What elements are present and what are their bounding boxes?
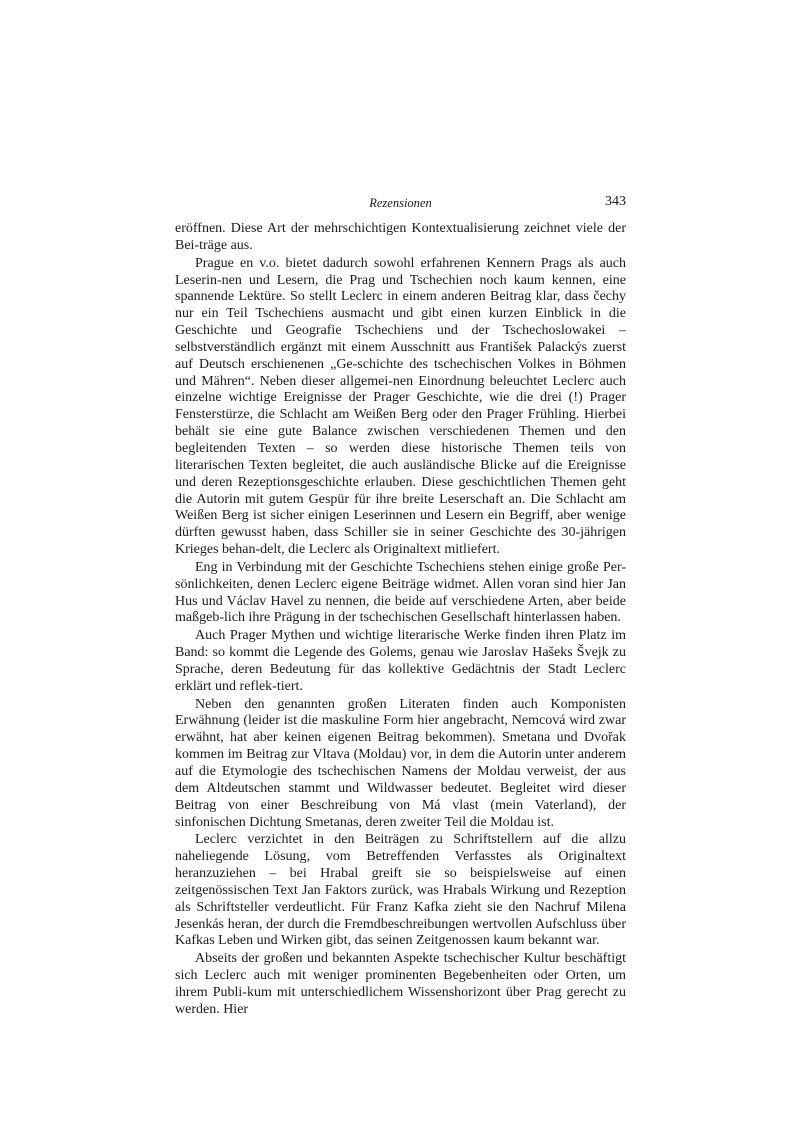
paragraph-6: Leclerc verzichtet in den Beiträgen zu Schriftstellern auf die allzu naheliegende Lösung, vom Betreffenden Verfasstes als Originaltext heranzuziehen – bei Hrabal greift sie so beispielsweise auf einen zeitgenössischen Text Jan Faktors zurück, was Hrabals Wirkung und Rezeption als Schriftsteller verdeutlicht. Für Franz Kafka zieht sie den Nachruf Milena Jesenkás heran, der durch die Fremdbeschreibungen wertvollen Aufschluss über Kafkas Leben und Wirken gibt, das seinen Zeitgenossen kaum bekannt war.: [175, 832, 626, 949]
paragraph-1: eröffnen. Diese Art der mehrschichtigen Kontextualisierung zeichnet viele der Bei-träge aus.: [175, 221, 626, 253]
running-head: [175, 190, 626, 214]
paragraph-7: Abseits der großen und bekannten Aspekte tschechischer Kultur beschäftigt sich Leclerc auch mit weniger prominenten Begebenheiten oder Orten, um ihrem Publi-kum mit unterschiedlichem Wissenshorizont über Prag gerecht zu werden. Hier: [175, 951, 626, 1017]
paragraph-2: Prague en v.o. bietet dadurch sowohl erfahrenen Kennern Prags als auch Leserin-nen und Lesern, die Prag und Tschechien noch kaum kennen, eine spannende Lektüre. So stellt Leclerc in einem anderen Beitrag klar, dass čechy nur ein Teil Tschechiens ausmacht und gibt einen kurzen Einblick in die Geschichte und Geografie Tschechiens und der Tschechoslowakei – selbstverständlich ergänzt mit einem Ausschnitt aus František Palackýs zuerst auf Deutsch erschienenen „Ge-schichte des tschechischen Volkes in Böhmen und Mähren“. Neben dieser allgemei-nen Einordnung beleuchtet Leclerc auch einzelne wichtige Ereignisse der Prager Geschichte, wie die drei (!) Prager Fensterstürze, die Schlacht am Weißen Berg oder den Prager Frühling. Hierbei behält sie eine gute Balance zwischen verschiedenen Themen und den begleitenden Texten – so werden diese historische Themen teils von literarischen Texten begleitet, die auch ausländische Blicke auf die Ereignisse und deren Rezeptionsgeschichte erlauben. Diese geschichtlichen Themen geht die Autorin mit gutem Gespür für ihre breite Leserschaft an. Die Schlacht am Weißen Berg ist sicher einigen Leserinnen und Lesern ein Begriff, aber wenige dürften gewusst haben, dass Schiller sie in seiner Geschichte des 30-jährigen Krieges behan-delt, die Leclerc als Originaltext mitliefert.: [175, 255, 626, 558]
paragraph-5: Neben den genannten großen Literaten finden auch Komponisten Erwähnung (leider ist die maskuline Form hier angebracht, Nemcová wird zwar erwähnt, hat aber keinen eigenen Beitrag bekommen). Smetana und Dvořak kommen im Beitrag zur Vltava (Moldau) vor, in dem die Autorin unter anderem auf die Etymologie des tschechischen Namens der Moldau verweist, der aus dem Altdeutschen stammt und Wildwasser bedeutet. Begleitet wird dieser Beitrag von einer Beschreibung von Má vlast (mein Vaterland), der sinfonischen Dichtung Smetanas, deren zweiter Teil die Moldau ist.: [175, 696, 626, 830]
body-text: [175, 221, 626, 1019]
running-title: Rezensionen: [369, 196, 432, 210]
book-page: [175, 190, 626, 1020]
paragraph-3: Eng in Verbindung mit der Geschichte Tschechiens stehen einige große Per-sönlichkeiten, denen Leclerc eigene Beiträge widmet. Allen voran sind hier Jan Hus und Václav Havel zu nennen, die beide auf verschiedene Arten, aber beide maßgeb-lich ihre Prägung in der tschechischen Gesellschaft hinterlassen haben.: [175, 559, 626, 626]
paragraph-4: Auch Prager Mythen und wichtige literarische Werke finden ihren Platz im Band: so kommt die Legende des Golems, genau wie Jaroslav Hašeks Švejk zu Sprache, deren Bedeutung für das kollektive Gedächtnis der Stadt Leclerc erklärt und reflek-tiert.: [175, 628, 626, 694]
page-number: 343: [605, 194, 626, 209]
